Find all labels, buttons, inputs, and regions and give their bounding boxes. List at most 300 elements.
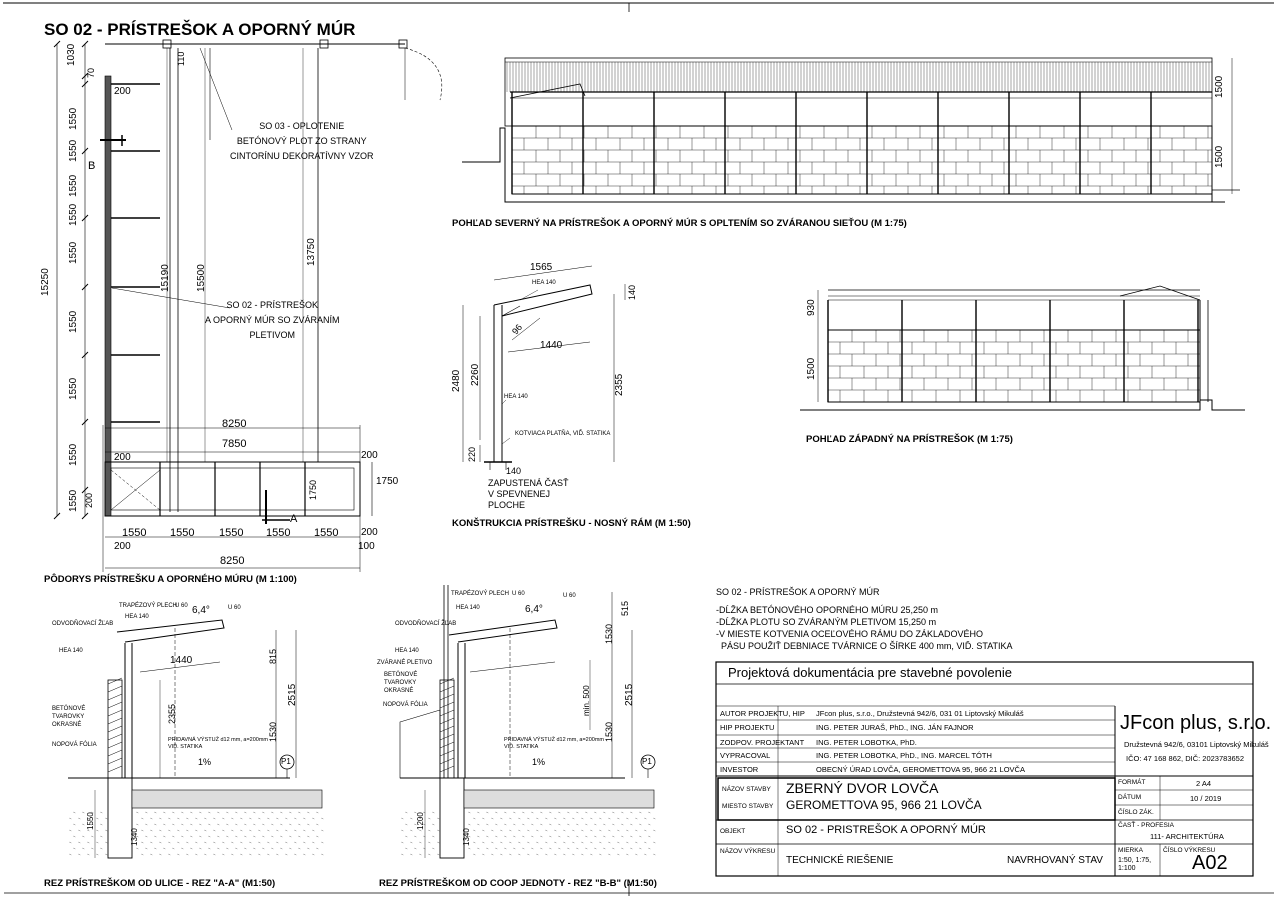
ground-stipple: [590, 854, 592, 855]
ground-stipple: [199, 848, 201, 849]
dim-overall-height: 15250: [40, 268, 51, 296]
ground-stipple: [504, 848, 506, 849]
ground-stipple: [159, 854, 161, 855]
ground-stipple: [549, 824, 551, 825]
ground-stipple: [172, 824, 174, 825]
ground-stipple: [253, 812, 255, 813]
ground-stipple: [298, 824, 300, 825]
ground-stipple: [73, 824, 75, 825]
ground-stipple: [177, 830, 179, 831]
label-so02-line3: PLETIVOM: [249, 330, 296, 340]
ground-stipple: [82, 848, 84, 849]
ground-stipple: [150, 818, 152, 819]
ground-stipple: [554, 854, 556, 855]
frame-embed-line3: PLOCHE: [488, 500, 526, 510]
sb-label-hea-column: HEA 140: [395, 648, 419, 654]
ground-stipple: [96, 854, 98, 855]
ground-stipple: [558, 848, 560, 849]
tb-format: 2 A4: [1196, 779, 1212, 788]
ground-stipple: [186, 842, 188, 843]
ground-stipple: [554, 830, 556, 831]
ground-stipple: [540, 836, 542, 837]
sa-label-blocks: [52, 705, 85, 729]
sa-label-hea-column: HEA 140: [59, 648, 83, 654]
ground-stipple: [141, 830, 143, 831]
dim-left-1550-1: 1550: [68, 107, 79, 130]
tb-cislo-vykresu-label: ČÍSLO VÝKRESU: [1163, 847, 1216, 854]
ground-stipple: [473, 818, 475, 819]
ground-stipple: [594, 812, 596, 813]
ground-stipple: [253, 824, 255, 825]
sa-dim-1340: 1340: [130, 828, 139, 846]
ground-stipple: [585, 836, 587, 837]
ground-stipple: [599, 854, 601, 855]
frame-label-hea-column: HEA 140: [504, 394, 528, 400]
ground-stipple: [653, 818, 655, 819]
ground-stipple: [195, 854, 197, 855]
ground-stipple: [513, 848, 515, 849]
ground-stipple: [576, 824, 578, 825]
tb-row-investor-label: INVESTOR: [720, 765, 759, 774]
ground-stipple: [208, 812, 210, 813]
ground-stipple: [504, 836, 506, 837]
dim-width-7850: 7850: [222, 438, 247, 450]
ground-stipple: [208, 824, 210, 825]
ground-stipple: [303, 842, 305, 843]
ground-stipple: [549, 812, 551, 813]
ground-stipple: [563, 842, 565, 843]
ground-stipple: [96, 830, 98, 831]
ground-stipple: [105, 830, 107, 831]
ground-stipple: [599, 818, 601, 819]
sb-label-gutter: ODVODŇOVACÍ ŽĽAB: [395, 621, 457, 627]
sa-label-foil: NOPOVÁ FÓLIA: [52, 742, 97, 748]
ground-stipple: [213, 818, 215, 819]
sb-dim-angle: 6,4°: [525, 604, 543, 615]
ground-stipple: [163, 836, 165, 837]
ground-stipple: [249, 854, 251, 855]
sb-label-blocks-2: TVAROVKY: [384, 680, 417, 686]
ground-stipple: [289, 824, 291, 825]
ground-stipple: [639, 836, 641, 837]
ground-stipple: [536, 818, 538, 819]
dim-width-200-corner: 200: [361, 527, 378, 538]
ground-stipple: [495, 812, 497, 813]
ground-stipple: [437, 842, 439, 843]
ground-stipple: [199, 824, 201, 825]
dim-bottom-1550-5: 1550: [314, 527, 339, 539]
ground-stipple: [100, 848, 102, 849]
notes-heading: SO 02 - PRÍSTREŠOK A OPORNÝ MÚR: [716, 587, 880, 597]
ground-stipple: [536, 842, 538, 843]
ground-stipple: [428, 830, 430, 831]
label-so02-line1: SO 02 - PRÍSTREŠOK: [226, 300, 319, 310]
ground-stipple: [217, 848, 219, 849]
ground-stipple: [262, 848, 264, 849]
ground-stipple: [621, 848, 623, 849]
sb-dim-2515: 2515: [624, 683, 635, 706]
frame-dim-2355: 2355: [614, 373, 625, 396]
block-hatch: [440, 734, 454, 740]
dim-left-1550-8: 1550: [68, 139, 79, 162]
tb-row-investor-value: OBECNÝ ÚRAD LOVČA, GEROMETTOVA 95, 966 21 LOVČA: [816, 765, 1025, 774]
ground-stipple: [405, 836, 407, 837]
ground-stipple: [303, 830, 305, 831]
tb-row-author-label: AUTOR PROJEKTU, HIP: [720, 709, 805, 718]
ground-stipple: [222, 830, 224, 831]
ground-stipple: [181, 836, 183, 837]
sb-label-hea-roof: HEA 140: [456, 605, 480, 611]
ground-stipple: [307, 812, 309, 813]
ground-stipple: [653, 830, 655, 831]
ground-stipple: [432, 824, 434, 825]
ground-stipple: [648, 848, 650, 849]
ground-stipple: [289, 836, 291, 837]
ground-stipple: [635, 830, 637, 831]
ground-stipple: [581, 854, 583, 855]
ground-stipple: [78, 818, 80, 819]
ground-stipple: [235, 836, 237, 837]
sb-label-u60-1: U 60: [512, 591, 525, 597]
ground-stipple: [612, 836, 614, 837]
ground-stipple: [653, 842, 655, 843]
ground-stipple: [428, 854, 430, 855]
ground-stipple: [410, 842, 412, 843]
ground-stipple: [491, 854, 493, 855]
ground-stipple: [294, 842, 296, 843]
ground-stipple: [316, 836, 318, 837]
block-hatch: [108, 750, 122, 756]
ground-stipple: [639, 824, 641, 825]
dim-inner-15500: 15500: [196, 264, 207, 292]
ground-stipple: [289, 848, 291, 849]
ground-stipple: [509, 842, 511, 843]
block-hatch: [440, 718, 454, 724]
ground-stipple: [428, 818, 430, 819]
label-so03-line3: CINTORÍNU DEKORATÍVNY VZOR: [230, 151, 374, 161]
ground-stipple: [419, 854, 421, 855]
ground-stipple: [235, 812, 237, 813]
ground-stipple: [204, 854, 206, 855]
ground-stipple: [603, 848, 605, 849]
ground-stipple: [603, 812, 605, 813]
dim-bottom-1550-2: 1550: [170, 527, 195, 539]
tb-cislo-vykresu: A02: [1192, 852, 1228, 874]
sb-label-u60-2: U 60: [563, 593, 576, 599]
ground-stipple: [262, 812, 264, 813]
ground-stipple: [150, 842, 152, 843]
ground-stipple: [195, 818, 197, 819]
tb-datum-label: DÁTUM: [1118, 794, 1142, 801]
ground-stipple: [316, 824, 318, 825]
ground-stipple: [401, 830, 403, 831]
ground-stipple: [608, 842, 610, 843]
dim-width-200-right: 200: [361, 450, 378, 461]
ground-stipple: [617, 854, 619, 855]
notes-list: [716, 604, 1013, 652]
ground-stipple: [217, 836, 219, 837]
ground-stipple: [531, 836, 533, 837]
ground-stipple: [87, 854, 89, 855]
ground-stipple: [87, 830, 89, 831]
ground-stipple: [154, 812, 156, 813]
ground-stipple: [298, 848, 300, 849]
sb-label-foil: NOPOVÁ FÓLIA: [383, 702, 428, 708]
ground-stipple: [96, 842, 98, 843]
ground-stipple: [581, 842, 583, 843]
ground-stipple: [500, 818, 502, 819]
ground-stipple: [536, 854, 538, 855]
ground-stipple: [172, 848, 174, 849]
ground-stipple: [626, 830, 628, 831]
block-hatch: [440, 750, 454, 756]
block-hatch: [440, 694, 454, 700]
ground-stipple: [258, 830, 260, 831]
ground-stipple: [172, 812, 174, 813]
ground-stipple: [594, 836, 596, 837]
ground-stipple: [240, 830, 242, 831]
ground-stipple: [321, 842, 323, 843]
ground-stipple: [527, 854, 529, 855]
block-hatch: [108, 710, 122, 716]
ground-stipple: [612, 848, 614, 849]
sb-label-reinf-1: PRIDAVNÁ VÝSTUŽ d12 mm, a=200mm: [504, 737, 604, 743]
sa-label-hea-roof: HEA 140: [125, 614, 149, 620]
ground-stipple: [648, 836, 650, 837]
ground-stipple: [585, 812, 587, 813]
ground-stipple: [69, 854, 71, 855]
ground-stipple: [217, 812, 219, 813]
ground-stipple: [190, 824, 192, 825]
ground-stipple: [500, 830, 502, 831]
ground-stipple: [226, 824, 228, 825]
block-hatch: [440, 742, 454, 748]
ground-stipple: [513, 836, 515, 837]
ground-stipple: [549, 848, 551, 849]
ground-stipple: [504, 824, 506, 825]
sb-dim-1200: 1200: [416, 812, 425, 830]
sa-label-blocks-3: OKRASNÉ: [52, 722, 82, 728]
tb-miesto: GEROMETTOVA 95, 966 21 LOVČA: [786, 798, 982, 812]
ground-stipple: [401, 842, 403, 843]
ground-stipple: [244, 836, 246, 837]
ground-stipple: [432, 812, 434, 813]
ground-stipple: [78, 842, 80, 843]
tb-cast: 111- ARCHITEKTÚRA: [1150, 832, 1224, 841]
west-dim-1: 930: [806, 299, 817, 316]
block-hatch: [108, 758, 122, 764]
ground-stipple: [240, 818, 242, 819]
ground-stipple: [249, 830, 251, 831]
ground-stipple: [558, 836, 560, 837]
ground-stipple: [486, 848, 488, 849]
ground-stipple: [572, 854, 574, 855]
tb-objekt-label: OBJEKT: [720, 828, 746, 835]
ground-stipple: [617, 818, 619, 819]
block-hatch: [108, 766, 122, 772]
ground-stipple: [235, 824, 237, 825]
ground-stipple: [289, 812, 291, 813]
tb-cast-label: ČASŤ - PROFESIA: [1118, 822, 1174, 829]
ground-stipple: [285, 830, 287, 831]
frame-dim-1440: 1440: [540, 340, 563, 351]
ground-stipple: [258, 818, 260, 819]
ground-stipple: [100, 836, 102, 837]
ground-stipple: [414, 848, 416, 849]
ground-stipple: [509, 830, 511, 831]
ground-stipple: [617, 842, 619, 843]
ground-stipple: [581, 818, 583, 819]
ground-stipple: [195, 842, 197, 843]
ground-stipple: [271, 824, 273, 825]
block-hatch: [440, 702, 454, 708]
ground-stipple: [78, 830, 80, 831]
ground-stipple: [401, 818, 403, 819]
ground-stipple: [73, 848, 75, 849]
ground-stipple: [204, 818, 206, 819]
ground-stipple: [168, 830, 170, 831]
ground-stipple: [312, 842, 314, 843]
ground-stipple: [410, 818, 412, 819]
ground-stipple: [168, 818, 170, 819]
tb-cislo-zak-label: ČÍSLO ZÁK.: [1118, 809, 1154, 816]
ground-stipple: [639, 812, 641, 813]
ground-stipple: [567, 836, 569, 837]
ground-stipple: [401, 854, 403, 855]
frame-dim-220: 220: [467, 446, 477, 462]
ground-stipple: [195, 830, 197, 831]
ground-stipple: [482, 818, 484, 819]
ground-stipple: [518, 854, 520, 855]
ground-stipple: [576, 848, 578, 849]
plan-caption: PÔDORYS PRÍSTREŠKU A OPORNÉHO MÚRU (M 1:100): [44, 574, 297, 585]
ground-stipple: [69, 818, 71, 819]
ground-stipple: [276, 830, 278, 831]
frame-embed-line1: ZAPUSTENÁ ČASŤ: [488, 478, 569, 488]
block-hatch: [440, 758, 454, 764]
ground-stipple: [644, 830, 646, 831]
north-dim-1: 1500: [1214, 75, 1225, 98]
ground-stipple: [567, 812, 569, 813]
ground-stipple: [307, 824, 309, 825]
label-so03: [230, 119, 374, 164]
tb-row-author-value: JFcon plus, s.r.o., Družstevná 942/6, 031 01 Liptovský Mikuláš: [816, 709, 1024, 718]
dim-width-8250-bottom: 8250: [220, 555, 245, 567]
section-mark-a: A: [290, 513, 298, 525]
ground-stipple: [644, 818, 646, 819]
sa-dim-1530: 1530: [268, 721, 278, 742]
sa-dim-1440: 1440: [170, 655, 193, 666]
sb-dim-1530-top: 1530: [604, 623, 614, 644]
block-hatch: [440, 710, 454, 716]
ground-stipple: [199, 836, 201, 837]
ground-stipple: [477, 812, 479, 813]
ground-stipple: [226, 812, 228, 813]
ground-stipple: [280, 824, 282, 825]
ground-stipple: [572, 830, 574, 831]
ground-stipple: [500, 842, 502, 843]
ground-stipple: [635, 818, 637, 819]
tb-row-resp-label: ZODPOV. PROJEKTANT: [720, 738, 805, 747]
sa-label-blocks-2: TVAROVKY: [52, 714, 85, 720]
ground-stipple: [635, 854, 637, 855]
ground-stipple: [154, 824, 156, 825]
sa-label-gutter: ODVODŇOVACÍ ŽĽAB: [52, 621, 114, 627]
dim-left-1550-5: 1550: [68, 377, 79, 400]
west-view-caption: POHĽAD ZÁPADNÝ NA PRÍSTREŠOK (M 1:75): [806, 434, 1013, 445]
ground-stipple: [231, 854, 233, 855]
ground-stipple: [172, 836, 174, 837]
ground-stipple: [626, 818, 628, 819]
tb-nazov-stavby: ZBERNÝ DVOR LOVČA: [786, 780, 939, 796]
ground-stipple: [608, 830, 610, 831]
ground-stipple: [316, 812, 318, 813]
ground-stipple: [294, 854, 296, 855]
ground-stipple: [285, 854, 287, 855]
ground-stipple: [258, 854, 260, 855]
ground-stipple: [567, 824, 569, 825]
ground-stipple: [509, 818, 511, 819]
ground-stipple: [500, 854, 502, 855]
ground-stipple: [495, 836, 497, 837]
ground-stipple: [186, 854, 188, 855]
ground-stipple: [177, 854, 179, 855]
block-hatch: [108, 702, 122, 708]
ground-stipple: [491, 830, 493, 831]
sb-label-reinf-2: VIĎ. STATIKA: [504, 744, 539, 750]
ground-stipple: [91, 836, 93, 837]
ground-stipple: [105, 818, 107, 819]
ground-stipple: [576, 836, 578, 837]
ground-stipple: [253, 836, 255, 837]
ground-stipple: [495, 824, 497, 825]
ground-stipple: [545, 854, 547, 855]
ground-stipple: [298, 812, 300, 813]
ground-stipple: [437, 818, 439, 819]
dim-width-8250-top: 8250: [222, 418, 247, 430]
ground-stipple: [563, 830, 565, 831]
ground-stipple: [522, 848, 524, 849]
north-view-caption: POHĽAD SEVERNÝ NA PRÍSTREŠOK A OPORNÝ MÚR S OPLTENÍM SO ZVÁRANOU SIEŤOU (M 1:75): [452, 218, 907, 229]
tb-nazov-stavby-label: NÁZOV STAVBY: [722, 786, 771, 793]
ground-stipple: [518, 830, 520, 831]
dim-bottom-1550-4: 1550: [266, 527, 291, 539]
ground-stipple: [599, 842, 601, 843]
ground-stipple: [258, 842, 260, 843]
ground-stipple: [594, 848, 596, 849]
ground-stipple: [312, 818, 314, 819]
ground-stipple: [154, 848, 156, 849]
ground-stipple: [617, 830, 619, 831]
ground-stipple: [226, 836, 228, 837]
ground-stipple: [603, 836, 605, 837]
ground-stipple: [276, 818, 278, 819]
dim-width-1750-inner: 1750: [308, 479, 318, 500]
frame-embed-line2: V SPEVNENEJ: [488, 489, 551, 499]
ground-stipple: [208, 848, 210, 849]
ground-stipple: [585, 824, 587, 825]
sa-label-reinforcement: [168, 737, 268, 751]
dim-inner-13750: 13750: [306, 238, 317, 266]
sa-label-reinf-2: VIĎ. STATIKA: [168, 744, 203, 750]
dim-bottom-1550-3: 1550: [219, 527, 244, 539]
ground-stipple: [141, 842, 143, 843]
tb-vykres: TECHNICKÉ RIEŠENIE: [786, 855, 894, 866]
ground-stipple: [177, 842, 179, 843]
note-line-3: -V MIESTE KOTVENIA OCEĽOVÉHO RÁMU DO ZÁKLADOVÉHO: [716, 629, 984, 639]
ground-stipple: [168, 854, 170, 855]
ground-stipple: [486, 836, 488, 837]
